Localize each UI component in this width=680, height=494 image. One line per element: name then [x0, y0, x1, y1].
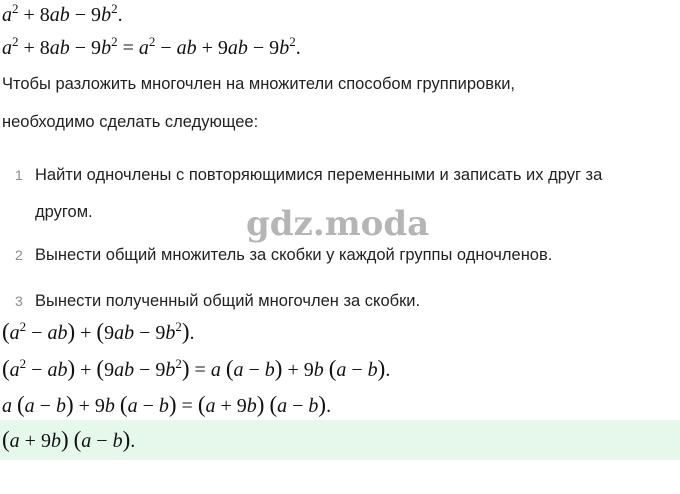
step-number-2: 2 [15, 247, 23, 263]
expression-line-1: $a^2 + 8ab - 9b^2$. [2, 1, 123, 26]
step-text-2: Вынести общий множитель за скобки у каждой группы одночленов. [35, 246, 553, 264]
expression-line-4: $(a^2 - ab) + (9ab - 9b^2) = a$ (a − b) + 9b (a − b). [2, 356, 391, 381]
step-text-1-cont: другом. [35, 203, 93, 221]
step-number-1: 1 [15, 167, 23, 183]
intro-text-line-2: необходимо сделать следующее: [2, 113, 259, 131]
expression-line-5: a (a − b) + 9b (a − b) = (a + 9b) (a − b). [2, 392, 332, 417]
watermark-logo: gdz.moda [246, 204, 430, 244]
final-answer: (a + 9b) (a − b). [2, 427, 136, 452]
expression-line-3: $(a^2 - ab) + (9ab - 9b^2)$. [2, 319, 195, 344]
intro-text-line-1: Чтобы разложить многочлен на множители способом группировки, [2, 75, 515, 93]
step-text-3: Вынести полученный общий многочлен за скобки. [35, 292, 421, 310]
expression-line-2: $a^2 + 8ab - 9b^2 = a^2$ − ab + $9ab - 9b^2$. [2, 34, 301, 59]
step-number-3: 3 [15, 293, 23, 309]
step-text-1: Найти одночлены с повторяющимися переменными и записать их друг за [35, 166, 603, 184]
